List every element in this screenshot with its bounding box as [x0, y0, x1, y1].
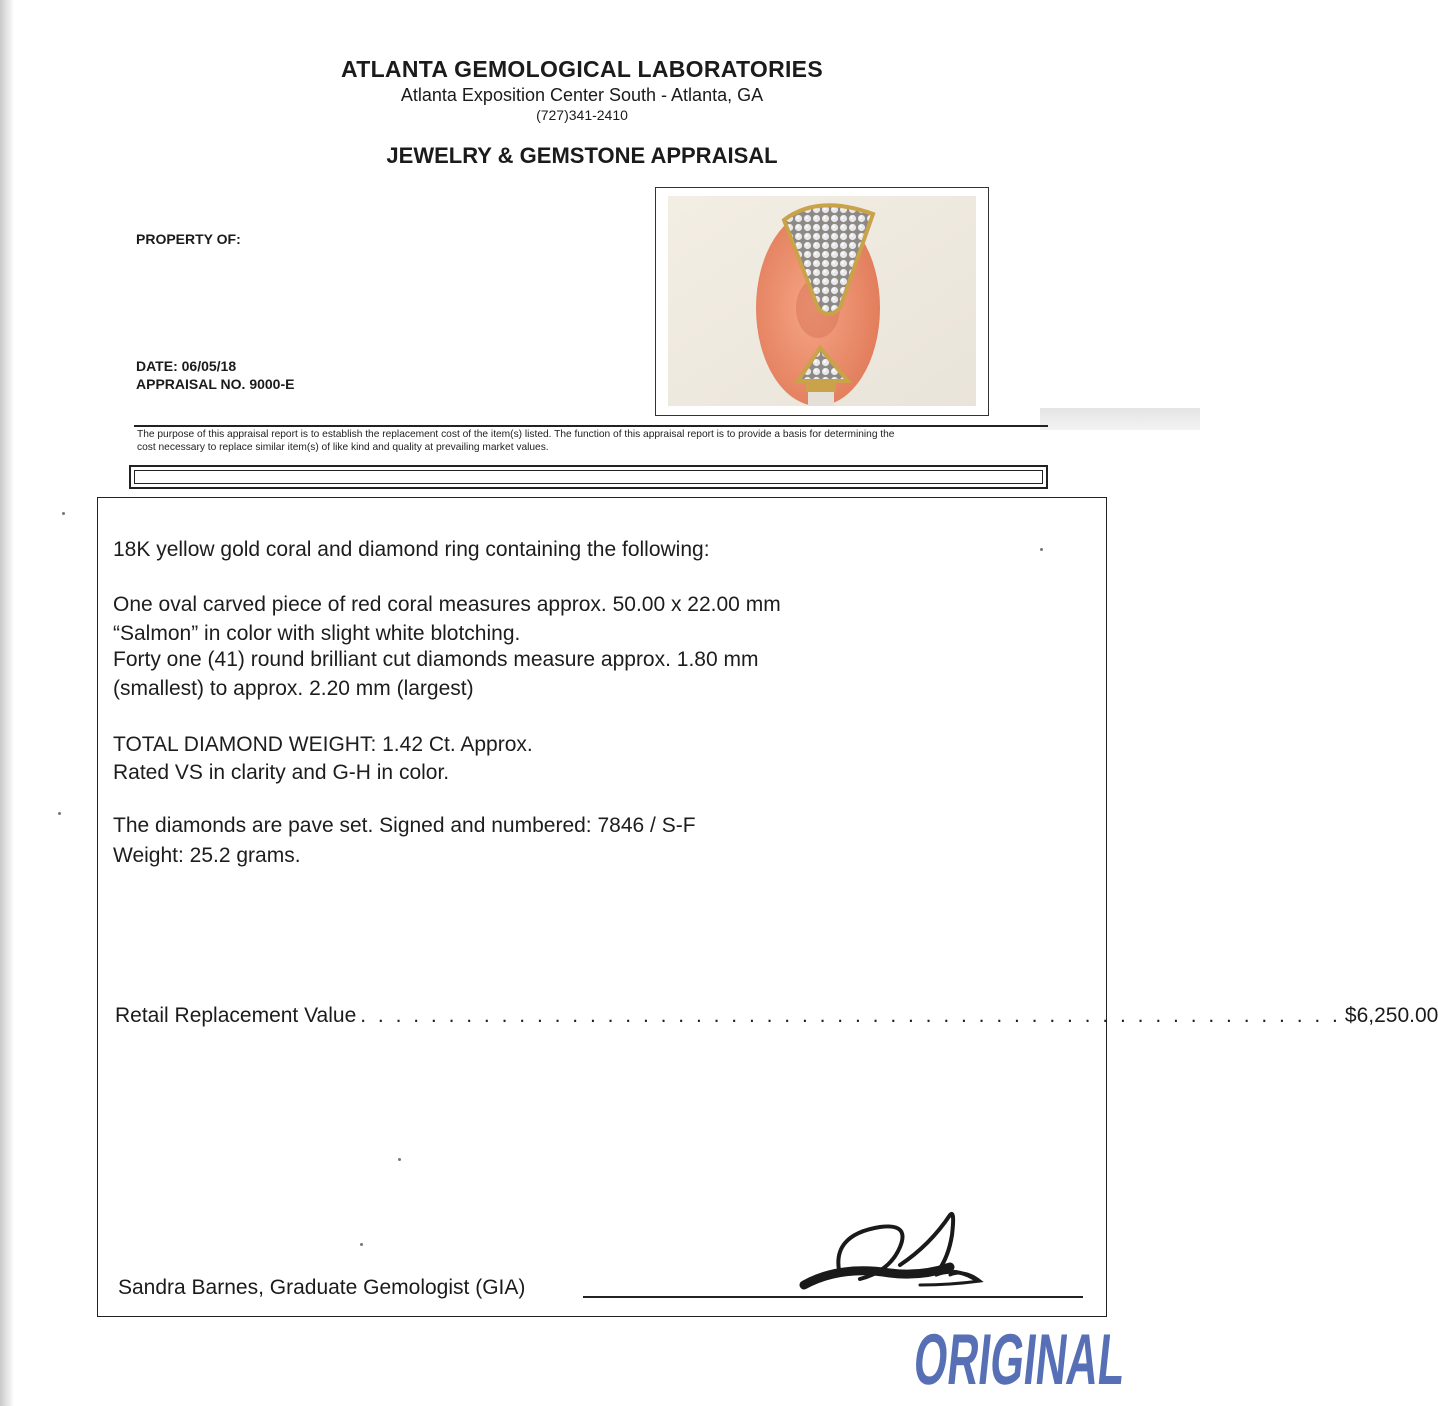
replacement-value-amount: $6,250.00 — [1344, 1004, 1438, 1027]
description-line: “Salmon” in color with slight white blotching. — [113, 622, 521, 645]
lab-address: Atlanta Exposition Center South - Atlanta, GA — [400, 85, 764, 105]
purpose-statement — [137, 428, 1037, 454]
lab-name: ATLANTA GEMOLOGICAL LABORATORIES — [341, 56, 823, 82]
dot-leader: . . . . . . . . . . . . . . . . . . . . . . . . . . . . . . . . . . . . . . . . . . . . . . . . . . . . . . . . — [360, 1004, 1341, 1027]
coral-diamond-ring-photo — [668, 196, 976, 406]
description-line: Rated VS in clarity and G-H in color. — [113, 761, 450, 784]
description-line: TOTAL DIAMOND WEIGHT: 1.42 Ct. Approx. — [113, 733, 533, 756]
scan-tab-shadow — [1040, 408, 1200, 430]
description-line: One oval carved piece of red coral measures approx. 50.00 x 22.00 mm — [113, 593, 781, 616]
scan-speck — [360, 1243, 363, 1246]
original-stamp — [910, 1318, 1271, 1400]
scan-speck — [398, 1158, 401, 1161]
appraisal-date: DATE: 06/05/18 — [136, 358, 237, 374]
description-line: (smallest) to approx. 2.20 mm (largest) — [113, 677, 474, 700]
ring-photo-frame — [655, 187, 989, 416]
scan-speck — [62, 512, 65, 515]
scan-edge-shadow — [0, 0, 14, 1406]
purpose-line-2: cost necessary to replace similar item(s) of like kind and quality at prevailing market values. — [137, 442, 549, 453]
lab-phone: (727)341-2410 — [536, 107, 628, 123]
signer-name: Sandra Barnes, Graduate Gemologist (GIA) — [118, 1276, 526, 1299]
description-line: Forty one (41) round brilliant cut diamonds measure approx. 1.80 mm — [113, 648, 759, 671]
appraisal-description-box — [97, 497, 1107, 1317]
scan-speck — [1040, 548, 1043, 551]
handwritten-signature — [800, 1205, 1000, 1315]
replacement-value-label: Retail Replacement Value — [115, 1004, 357, 1027]
original-stamp-text: ORIGINAL — [910, 1320, 1271, 1400]
document-title: JEWELRY & GEMSTONE APPRAISAL — [386, 143, 778, 168]
header-rule — [134, 425, 1048, 427]
blank-double-box — [129, 465, 1048, 489]
description-line: The diamonds are pave set. Signed and numbered: 7846 / S-F — [113, 814, 696, 837]
property-label: PROPERTY OF: — [136, 231, 241, 247]
purpose-line-1: The purpose of this appraisal report is to establish the replacement cost of the item(s) listed. The function of this appraisal report is to provide a basis for determining the — [137, 429, 895, 440]
description-line: 18K yellow gold coral and diamond ring containing the following: — [113, 538, 710, 561]
scan-speck — [58, 812, 61, 815]
appraisal-number: APPRAISAL NO. 9000-E — [136, 376, 295, 392]
replacement-value-row — [115, 1004, 1438, 1034]
description-line: Weight: 25.2 grams. — [113, 844, 301, 867]
